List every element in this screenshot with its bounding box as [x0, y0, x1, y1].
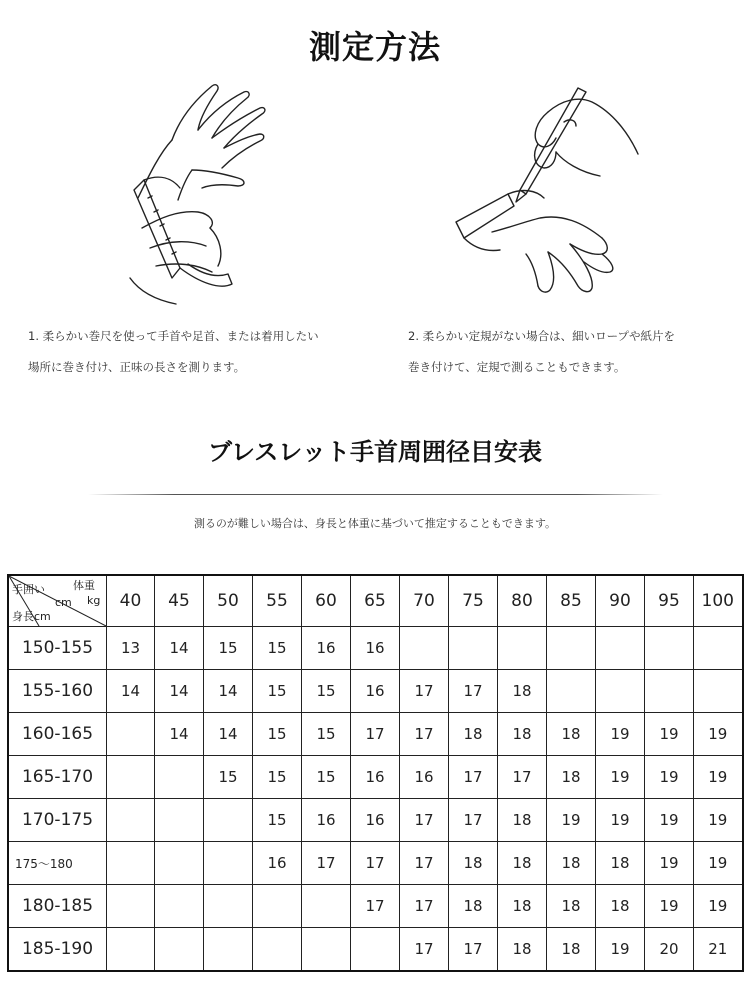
wrist-size-cell: 18: [449, 885, 498, 928]
wrist-size-cell: 16: [302, 799, 351, 842]
estimate-note: 測るのが難しい場合は、身長と体重に基づいて推定することもできます。: [193, 517, 557, 530]
wrist-size-cell: 16: [400, 756, 449, 799]
wrist-size-cell: 17: [400, 670, 449, 713]
wrist-size-cell: 15: [302, 713, 351, 756]
wrist-size-cell: 19: [694, 885, 743, 928]
height-range-cell: 185-190: [8, 928, 107, 972]
wrist-size-cell: [547, 670, 596, 713]
wrist-size-cell: [547, 627, 596, 670]
wrist-size-cell: 18: [596, 842, 645, 885]
wrist-size-cell: 15: [302, 670, 351, 713]
wrist-size-cell: 16: [351, 627, 400, 670]
table-corner-cell: [8, 575, 107, 627]
table-row: [8, 713, 743, 756]
wrist-size-cell: [302, 928, 351, 972]
wrist-size-cell: 14: [155, 713, 204, 756]
wrist-size-cell: [107, 928, 155, 972]
weight-header-cell: 55: [253, 575, 302, 627]
wrist-size-cell: 17: [351, 842, 400, 885]
wrist-size-cell: 17: [449, 756, 498, 799]
wrist-size-cell: [645, 670, 694, 713]
height-range-cell: 155-160: [8, 670, 107, 713]
wrist-size-cell: [204, 842, 253, 885]
wrist-size-cell: [596, 627, 645, 670]
table-row: [8, 928, 743, 972]
wrist-size-cell: 19: [645, 885, 694, 928]
wrist-size-cell: [155, 928, 204, 972]
weight-header-cell: 95: [645, 575, 694, 627]
wrist-size-cell: 19: [645, 713, 694, 756]
wrist-size-cell: 19: [547, 799, 596, 842]
wrist-size-cell: [155, 842, 204, 885]
wrist-size-cell: 16: [351, 670, 400, 713]
wrist-size-cell: 19: [596, 756, 645, 799]
wrist-size-cell: 14: [204, 670, 253, 713]
table-row: [8, 670, 743, 713]
wrist-size-cell: 16: [302, 627, 351, 670]
wrist-size-cell: 19: [694, 799, 743, 842]
wrist-size-cell: [351, 928, 400, 972]
wrist-size-cell: 19: [694, 842, 743, 885]
wrist-size-cell: 14: [155, 670, 204, 713]
size-table: [7, 574, 744, 972]
wrist-size-cell: 17: [351, 713, 400, 756]
wrist-size-cell: 17: [302, 842, 351, 885]
wrist-size-cell: [107, 713, 155, 756]
wrist-size-cell: [400, 627, 449, 670]
wrist-size-cell: 17: [400, 842, 449, 885]
wrist-size-cell: 18: [498, 713, 547, 756]
wrist-size-cell: 19: [645, 756, 694, 799]
corner-cm-label: cm: [55, 596, 72, 609]
weight-header-cell: 60: [302, 575, 351, 627]
wrist-size-cell: 20: [645, 928, 694, 972]
table-row: [8, 885, 743, 928]
height-range-cell: 150-155: [8, 627, 107, 670]
wrist-size-cell: [107, 885, 155, 928]
caption-left-line1: 1. 柔らかい巻尺を使って手首や足首、または着用したい: [28, 329, 319, 343]
hand-paper-strip-marking-icon: [452, 82, 652, 307]
wrist-size-cell: [204, 928, 253, 972]
wrist-size-cell: [498, 627, 547, 670]
page-title: 測定方法: [308, 28, 441, 66]
wrist-size-cell: 14: [107, 670, 155, 713]
wrist-size-cell: 19: [694, 713, 743, 756]
wrist-size-cell: 19: [645, 842, 694, 885]
wrist-size-cell: 19: [694, 756, 743, 799]
table-header-row: [8, 575, 743, 627]
wrist-size-cell: 19: [596, 713, 645, 756]
wrist-size-cell: 18: [596, 885, 645, 928]
wrist-size-cell: 16: [253, 842, 302, 885]
table-row: [8, 842, 743, 885]
wrist-size-cell: 17: [498, 756, 547, 799]
weight-header-cell: 65: [351, 575, 400, 627]
wrist-size-cell: [204, 799, 253, 842]
caption-right-line1: 2. 柔らかい定規がない場合は、細いロープや紙片を: [408, 329, 676, 343]
corner-weight-label: 体重: [73, 579, 95, 592]
corner-wrist-label: 手囲い: [12, 583, 45, 596]
table-row: [8, 756, 743, 799]
wrist-size-cell: 18: [547, 885, 596, 928]
wrist-size-cell: [596, 670, 645, 713]
wrist-size-cell: 17: [449, 670, 498, 713]
wrist-size-cell: 18: [498, 842, 547, 885]
weight-header-cell: 70: [400, 575, 449, 627]
corner-height-label: 身長cm: [12, 610, 51, 623]
wrist-size-cell: 16: [351, 799, 400, 842]
wrist-size-cell: 18: [547, 928, 596, 972]
weight-header-cell: 100: [694, 575, 743, 627]
section-title: ブレスレット手首周囲径目安表: [207, 438, 543, 466]
height-range-cell: 175～180: [8, 842, 107, 885]
weight-header-cell: 90: [596, 575, 645, 627]
wrist-size-cell: 14: [204, 713, 253, 756]
wrist-size-cell: 18: [547, 713, 596, 756]
wrist-size-cell: 17: [351, 885, 400, 928]
caption-right: [408, 321, 675, 383]
wrist-size-cell: [107, 756, 155, 799]
weight-header-cell: 80: [498, 575, 547, 627]
weight-header-cell: 40: [107, 575, 155, 627]
wrist-size-cell: 15: [204, 756, 253, 799]
wrist-size-cell: 17: [449, 928, 498, 972]
wrist-size-cell: 15: [253, 713, 302, 756]
weight-header-cell: 85: [547, 575, 596, 627]
wrist-size-cell: [107, 799, 155, 842]
wrist-size-cell: 21: [694, 928, 743, 972]
wrist-size-cell: 17: [400, 885, 449, 928]
wrist-size-cell: [645, 627, 694, 670]
wrist-size-cell: 17: [449, 799, 498, 842]
wrist-size-cell: [694, 627, 743, 670]
wrist-size-cell: 15: [253, 799, 302, 842]
table-row: [8, 627, 743, 670]
wrist-size-cell: [204, 885, 253, 928]
weight-header-cell: 45: [155, 575, 204, 627]
wrist-size-cell: 18: [449, 842, 498, 885]
wrist-size-cell: 19: [645, 799, 694, 842]
wrist-size-cell: 17: [400, 928, 449, 972]
wrist-size-cell: [155, 756, 204, 799]
table-row: [8, 799, 743, 842]
weight-header-cell: 50: [204, 575, 253, 627]
wrist-size-cell: 19: [596, 928, 645, 972]
wrist-size-cell: 14: [155, 627, 204, 670]
height-range-cell: 170-175: [8, 799, 107, 842]
divider: [88, 494, 663, 495]
wrist-size-cell: 13: [107, 627, 155, 670]
wrist-size-cell: 15: [253, 756, 302, 799]
wrist-size-cell: [155, 799, 204, 842]
height-range-cell: 160-165: [8, 713, 107, 756]
wrist-size-cell: [302, 885, 351, 928]
wrist-size-cell: 18: [547, 756, 596, 799]
wrist-size-cell: 18: [498, 928, 547, 972]
wrist-size-cell: [253, 885, 302, 928]
wrist-size-cell: [253, 928, 302, 972]
wrist-size-cell: 18: [498, 799, 547, 842]
caption-right-line2: 巻き付けて、定規で測ることもできます。: [408, 360, 626, 374]
wrist-size-cell: 18: [498, 670, 547, 713]
wrist-size-cell: 15: [253, 670, 302, 713]
wrist-size-cell: [155, 885, 204, 928]
wrist-size-cell: 17: [400, 713, 449, 756]
wrist-size-cell: 18: [498, 885, 547, 928]
wrist-size-cell: 19: [596, 799, 645, 842]
wrist-size-cell: 17: [400, 799, 449, 842]
hand-measuring-tape-icon: [120, 78, 290, 308]
wrist-size-cell: [694, 670, 743, 713]
height-range-cell: 165-170: [8, 756, 107, 799]
wrist-size-cell: [449, 627, 498, 670]
corner-kg-label: kg: [87, 594, 101, 607]
wrist-size-cell: 15: [253, 627, 302, 670]
wrist-size-cell: 15: [302, 756, 351, 799]
wrist-size-cell: [107, 842, 155, 885]
wrist-size-cell: 18: [449, 713, 498, 756]
wrist-size-cell: 16: [351, 756, 400, 799]
caption-left: [28, 321, 319, 383]
weight-header-cell: 75: [449, 575, 498, 627]
wrist-size-cell: 18: [547, 842, 596, 885]
wrist-size-cell: 15: [204, 627, 253, 670]
height-range-cell: 180-185: [8, 885, 107, 928]
caption-left-line2: 場所に巻き付け、正味の長さを測ります。: [28, 360, 246, 374]
